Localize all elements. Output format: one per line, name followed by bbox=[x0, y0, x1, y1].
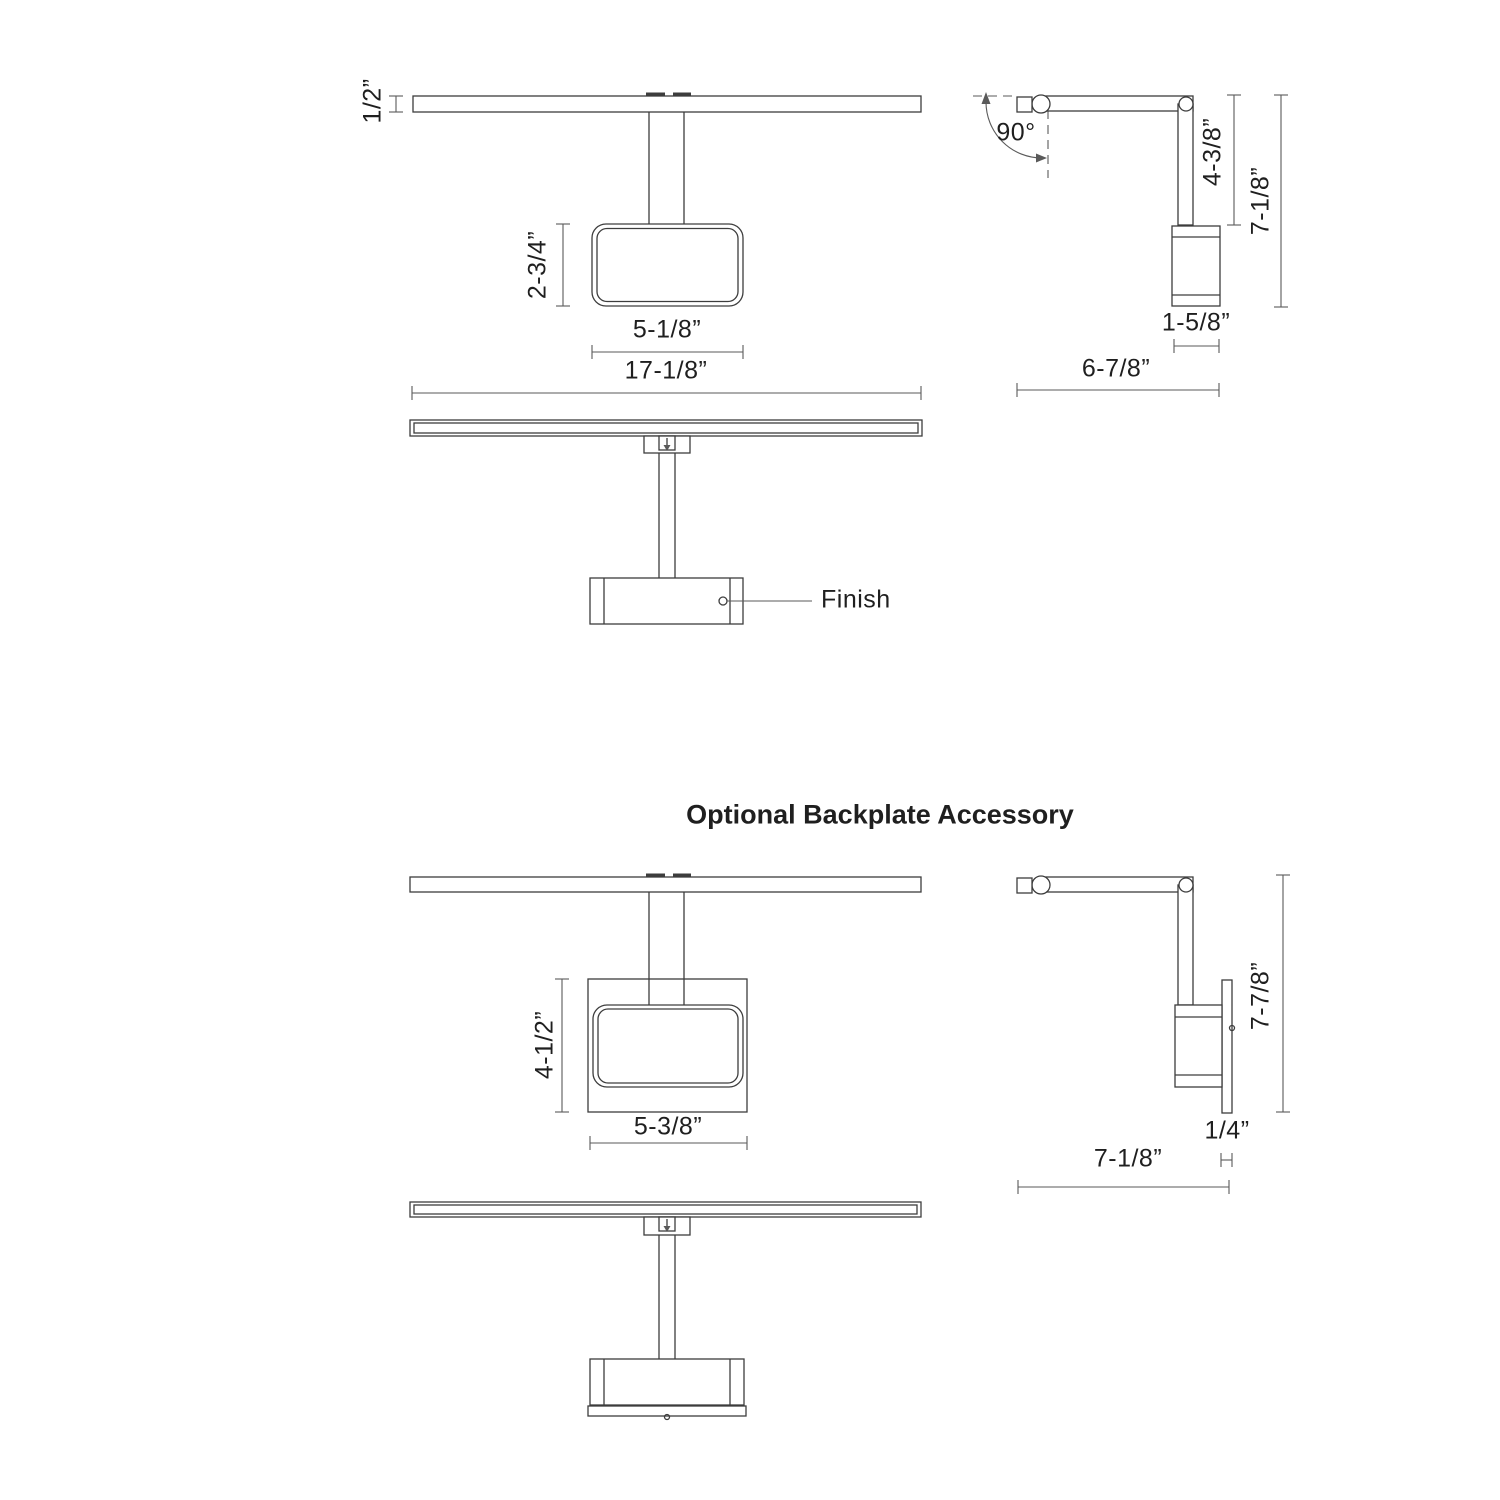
dim-head-height: 2-3/4” bbox=[523, 230, 552, 300]
front-view bbox=[389, 94, 921, 400]
backplate-front-view bbox=[410, 875, 921, 1150]
dim-backplate-width: 5-3/8” bbox=[633, 1112, 703, 1141]
dim-overall-width: 17-1/8” bbox=[624, 356, 708, 385]
dim-wall-extension: 6-7/8” bbox=[1081, 354, 1151, 383]
backplate-back-view bbox=[410, 1202, 921, 1420]
dim-bar-thickness: 1/2” bbox=[358, 78, 387, 124]
section-title: Optional Backplate Accessory bbox=[686, 799, 1074, 830]
dim-backplate-overall-height: 7-7/8” bbox=[1246, 961, 1275, 1031]
dim-backplate-thickness: 1/4” bbox=[1204, 1116, 1250, 1145]
dim-overall-height: 7-1/8” bbox=[1246, 166, 1275, 236]
dim-backplate-height: 4-1/2” bbox=[530, 1010, 559, 1080]
dim-head-width: 5-1/8” bbox=[632, 315, 702, 344]
dim-arm-drop: 4-3/8” bbox=[1198, 117, 1227, 187]
dim-head-depth: 1-5/8” bbox=[1161, 308, 1231, 337]
dim-backplate-wall-extension: 7-1/8” bbox=[1093, 1144, 1163, 1173]
dim-swivel-angle: 90° bbox=[996, 118, 1036, 147]
finish-callout: Finish bbox=[821, 585, 891, 614]
